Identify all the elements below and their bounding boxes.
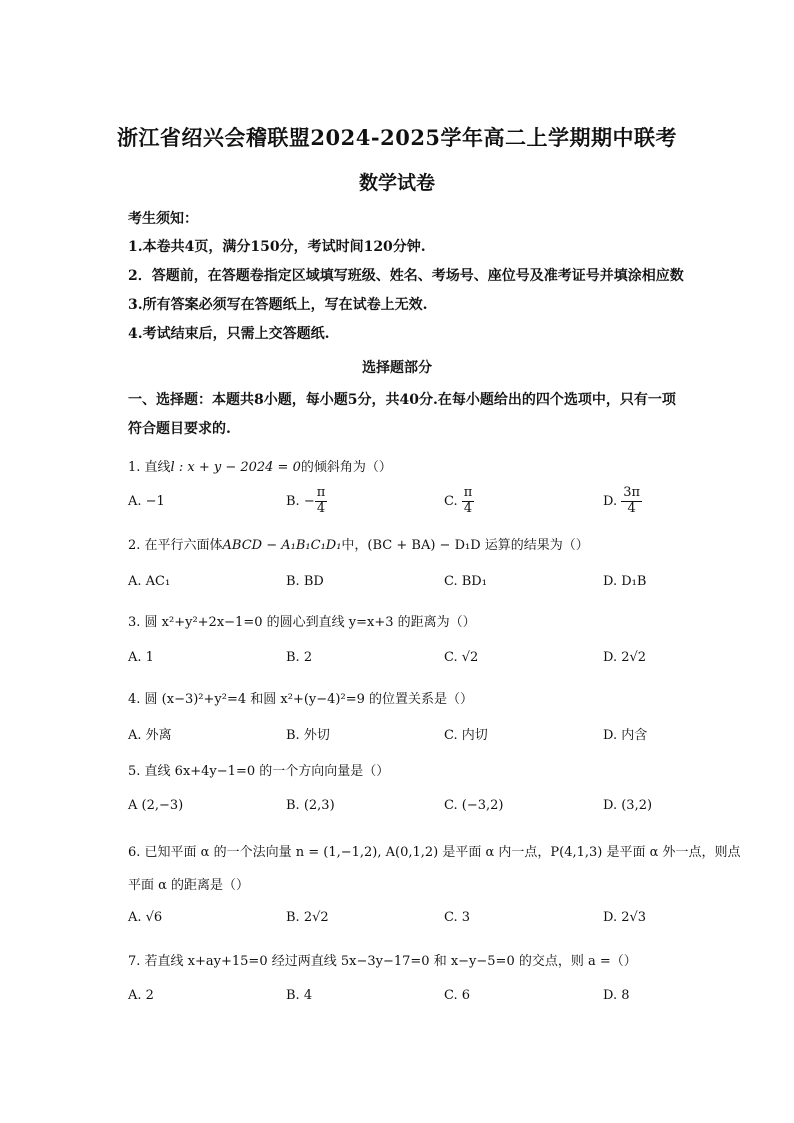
q5-option-d: D. (3,2) — [603, 798, 653, 813]
notice-item-3: 3.所有答案必须写在答题纸上，写在试卷上无效. — [128, 297, 428, 313]
q7-option-d: D. 8 — [603, 988, 630, 1003]
q3-option-c: C. √2 — [444, 650, 479, 665]
q3-option-d: D. 2√2 — [603, 650, 647, 665]
q1-option-b: B. − $\frac{\pi}{4}$ — [286, 485, 326, 516]
q1-pre: 1. 直线 — [128, 460, 171, 475]
notice-item-2: 2．答题前，在答题卷指定区域填写班级、姓名、考场号、座位号及准考证号并填涂相应数 — [128, 268, 684, 284]
q6-option-c: C. 3 — [444, 910, 471, 925]
q3-option-a: A. 1 — [128, 650, 154, 665]
question-6-cont: 平面 α 的距离是（） — [128, 878, 250, 893]
q6-option-d: D. 2√3 — [603, 910, 647, 925]
q4-option-b: B. 外切 — [286, 728, 330, 743]
section-label: 选择题部分 — [362, 360, 432, 376]
section-heading-cont: 符合题目要求的. — [128, 421, 231, 437]
q7-option-a: A. 2 — [128, 988, 154, 1003]
q1-option-a: A. −1 — [128, 494, 165, 509]
q2-pre: 2. 在平行六面体 — [128, 538, 223, 553]
q3-option-b: B. 2 — [286, 650, 313, 665]
q1-math: l : x + y − 2024 = 0 — [170, 460, 301, 475]
question-6: 6. 已知平面 α 的一个法向量 n = (1,−1,2), A(0,1,2) 是平面 α 内一点，P(4,1,3) 是平面 α 外一点，则点 — [128, 845, 741, 860]
q5-option-b: B. (2,3) — [286, 798, 335, 813]
question-7: 7. 若直线 x+ay+15=0 经过两直线 5x−3y−17=0 和 x−y−5=0 的交点，则 a =（） — [128, 954, 637, 969]
q6-option-a: A. √6 — [128, 910, 163, 925]
q7-option-c: C. 6 — [444, 988, 471, 1003]
question-4: 4. 圆 (x−3)²+y²=4 和圆 x²+(y−4)²=9 的位置关系是（） — [128, 692, 473, 707]
exam-title: 浙江省绍兴会稽联盟2024-2025学年高二上学期期中联考 — [116, 125, 678, 150]
question-1 — [128, 456, 392, 475]
notice-item-1: 1.本卷共4页，满分150分，考试时间120分钟. — [128, 239, 426, 255]
question-2 — [128, 534, 589, 553]
q4-option-d: D. 内含 — [603, 728, 648, 743]
q2-option-a: A. AC₁ — [128, 574, 171, 589]
q5-option-a: A (2,−3) — [128, 798, 184, 813]
q2-post: 中，(BC + BA) − D₁D 运算的结果为（） — [341, 538, 589, 553]
q6-option-b: B. 2√2 — [286, 910, 329, 925]
q2-option-b: B. BD — [286, 574, 324, 589]
q7-option-b: B. 4 — [286, 988, 313, 1003]
q1-option-d: D. $\frac{3\pi}{4}$ — [603, 485, 641, 516]
q4-option-c: C. 内切 — [444, 728, 488, 743]
q2-math: ABCD − A₁B₁C₁D₁ — [222, 538, 342, 553]
q1-option-c: C. $\frac{\pi}{4}$ — [444, 485, 473, 516]
notice-item-4: 4.考试结束后，只需上交答题纸. — [128, 326, 330, 342]
q5-option-c: C. (−3,2) — [444, 798, 504, 813]
q1-post: 的倾斜角为（） — [300, 460, 392, 475]
section-heading: 一、选择题：本题共8小题，每小题5分，共40分.在每小题给出的四个选项中，只有一项 — [128, 392, 676, 408]
notice-heading: 考生须知： — [128, 211, 198, 227]
q2-option-c: C. BD₁ — [444, 574, 487, 589]
q2-option-d: D. D₁B — [603, 574, 647, 589]
q4-option-a: A. 外离 — [128, 728, 172, 743]
question-5: 5. 直线 6x+4y−1=0 的一个方向向量是（） — [128, 764, 390, 779]
question-3: 3. 圆 x²+y²+2x−1=0 的圆心到直线 y=x+3 的距离为（） — [128, 615, 476, 630]
exam-subject: 数学试卷 — [358, 172, 435, 194]
